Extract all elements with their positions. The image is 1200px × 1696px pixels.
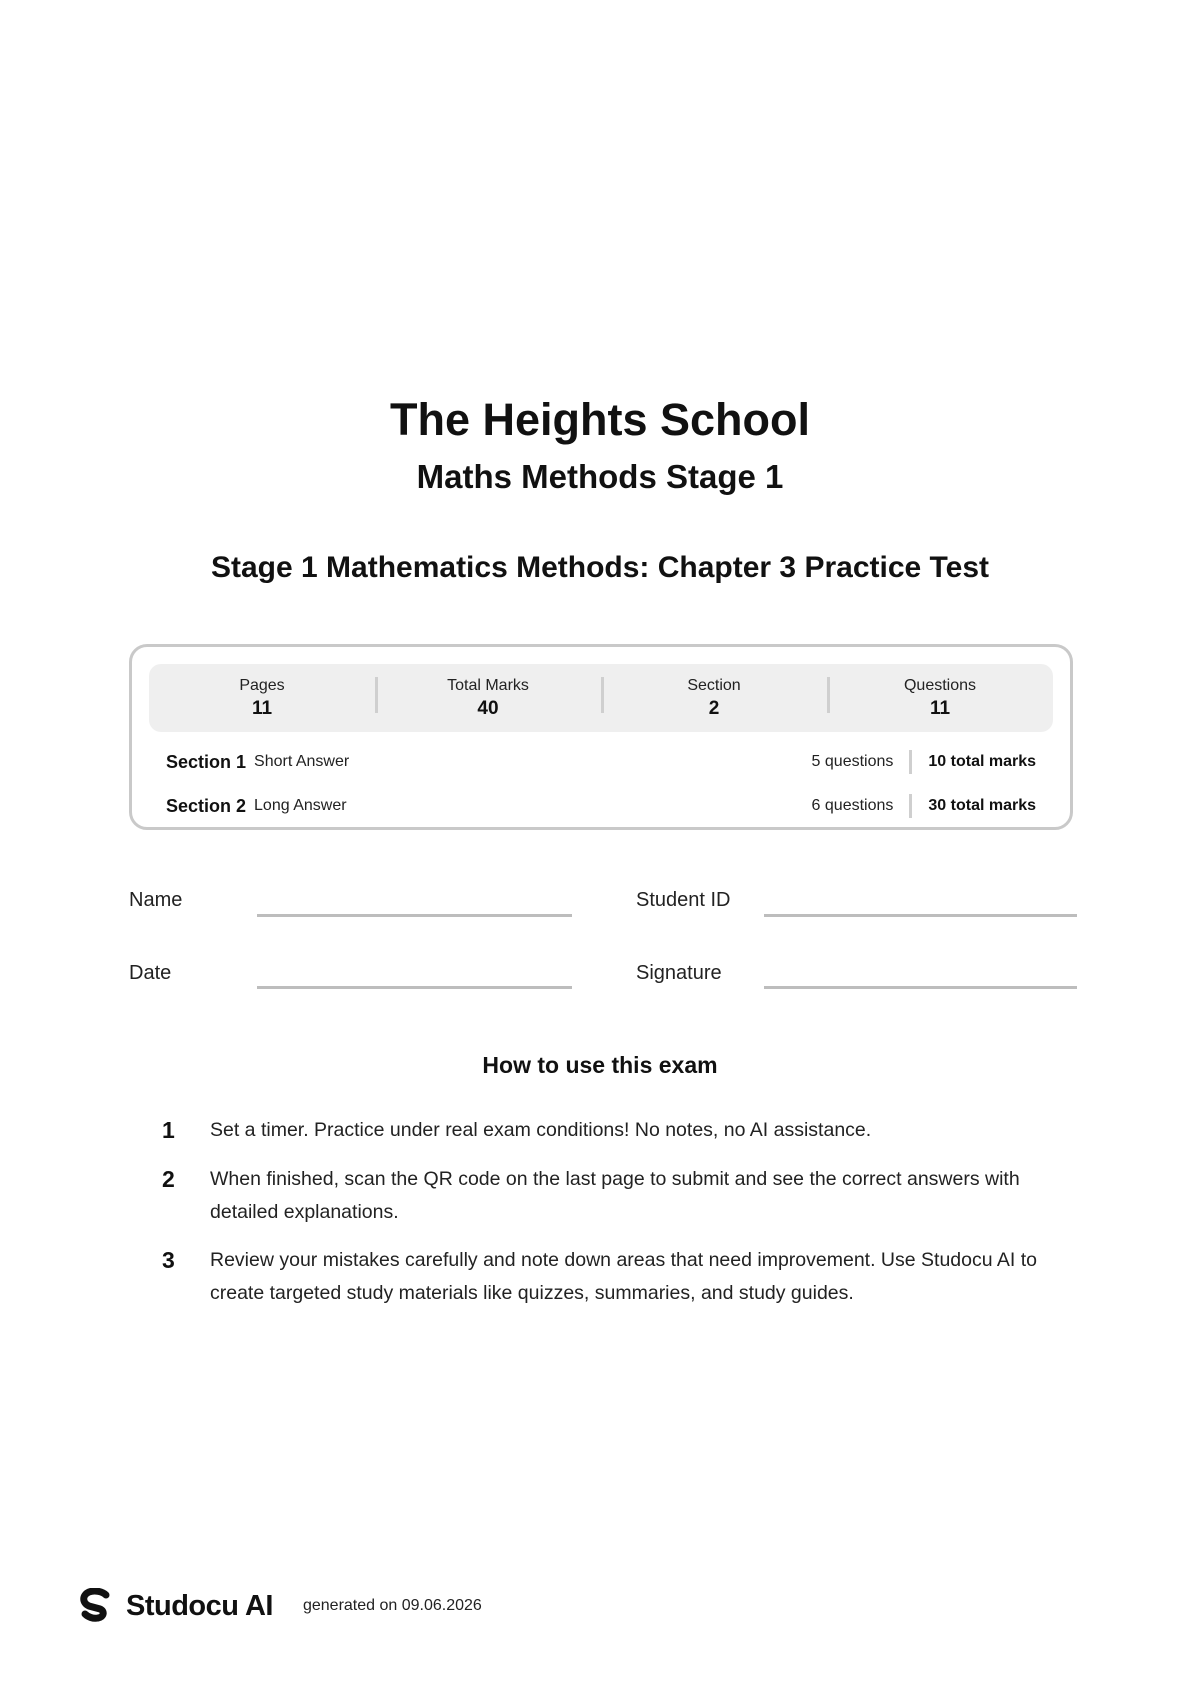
instruction-text: Set a timer. Practice under real exam conditions! No notes, no AI assistance. (210, 1119, 872, 1141)
name-field[interactable] (257, 914, 572, 917)
instruction-item (162, 1244, 1062, 1310)
section-row-2 (166, 793, 1036, 819)
footer (78, 1588, 482, 1624)
brand-name: Studocu AI (126, 1589, 273, 1622)
section-questions: 5 questions (811, 753, 894, 770)
section-marks: 30 total marks (909, 794, 1036, 818)
instruction-item (162, 1114, 1062, 1147)
instruction-text: When finished, scan the QR code on the last page to submit and see the correct answers with detailed explanations. (210, 1168, 1020, 1223)
section-name: Section 2 (166, 795, 247, 816)
school-name: The Heights School (389, 394, 811, 445)
course-name: Maths Methods Stage 1 (416, 458, 784, 495)
stat-value: 40 (477, 698, 499, 719)
section-row-1 (166, 749, 1036, 775)
stat-value: 11 (929, 698, 951, 719)
exam-title: Stage 1 Mathematics Methods: Chapter 3 Practice Test (210, 551, 989, 584)
stat-questions (827, 675, 1053, 721)
stat-value: 2 (708, 698, 720, 719)
generated-date: generated on 09.06.2026 (302, 1597, 482, 1614)
stat-label: Pages (239, 677, 285, 694)
instruction-number: 3 (162, 1247, 175, 1273)
stat-total-marks (375, 675, 601, 721)
section-name: Section 1 (166, 751, 247, 772)
studocu-logo-icon (78, 1588, 114, 1624)
instruction-number: 2 (162, 1166, 175, 1192)
section-type: Long Answer (254, 797, 347, 814)
stats-bar (149, 664, 1053, 732)
stat-label: Section (687, 677, 741, 694)
student-id-field[interactable] (764, 914, 1077, 917)
stat-section (601, 675, 827, 721)
section-marks: 10 total marks (909, 750, 1036, 774)
howto-title: How to use this exam (482, 1052, 718, 1078)
instruction-item (162, 1163, 1062, 1229)
student-id-label: Student ID (636, 889, 731, 911)
stat-pages (149, 675, 375, 721)
date-field[interactable] (257, 986, 572, 989)
signature-field[interactable] (764, 986, 1077, 989)
exam-summary-box (129, 644, 1073, 830)
section-questions: 6 questions (811, 797, 894, 814)
signature-label: Signature (636, 962, 722, 984)
date-label: Date (129, 962, 172, 984)
instruction-text: Review your mistakes carefully and note down areas that need improvement. Use Studocu AI to create targeted study materials like quizzes, summaries, and study guides. (210, 1249, 1038, 1304)
stat-label: Total Marks (447, 677, 529, 694)
name-label: Name (129, 889, 183, 911)
instruction-number: 1 (162, 1117, 175, 1143)
stat-label: Questions (903, 677, 977, 694)
stat-value: 11 (251, 698, 273, 719)
section-type: Short Answer (254, 753, 350, 770)
exam-header (0, 392, 1200, 588)
